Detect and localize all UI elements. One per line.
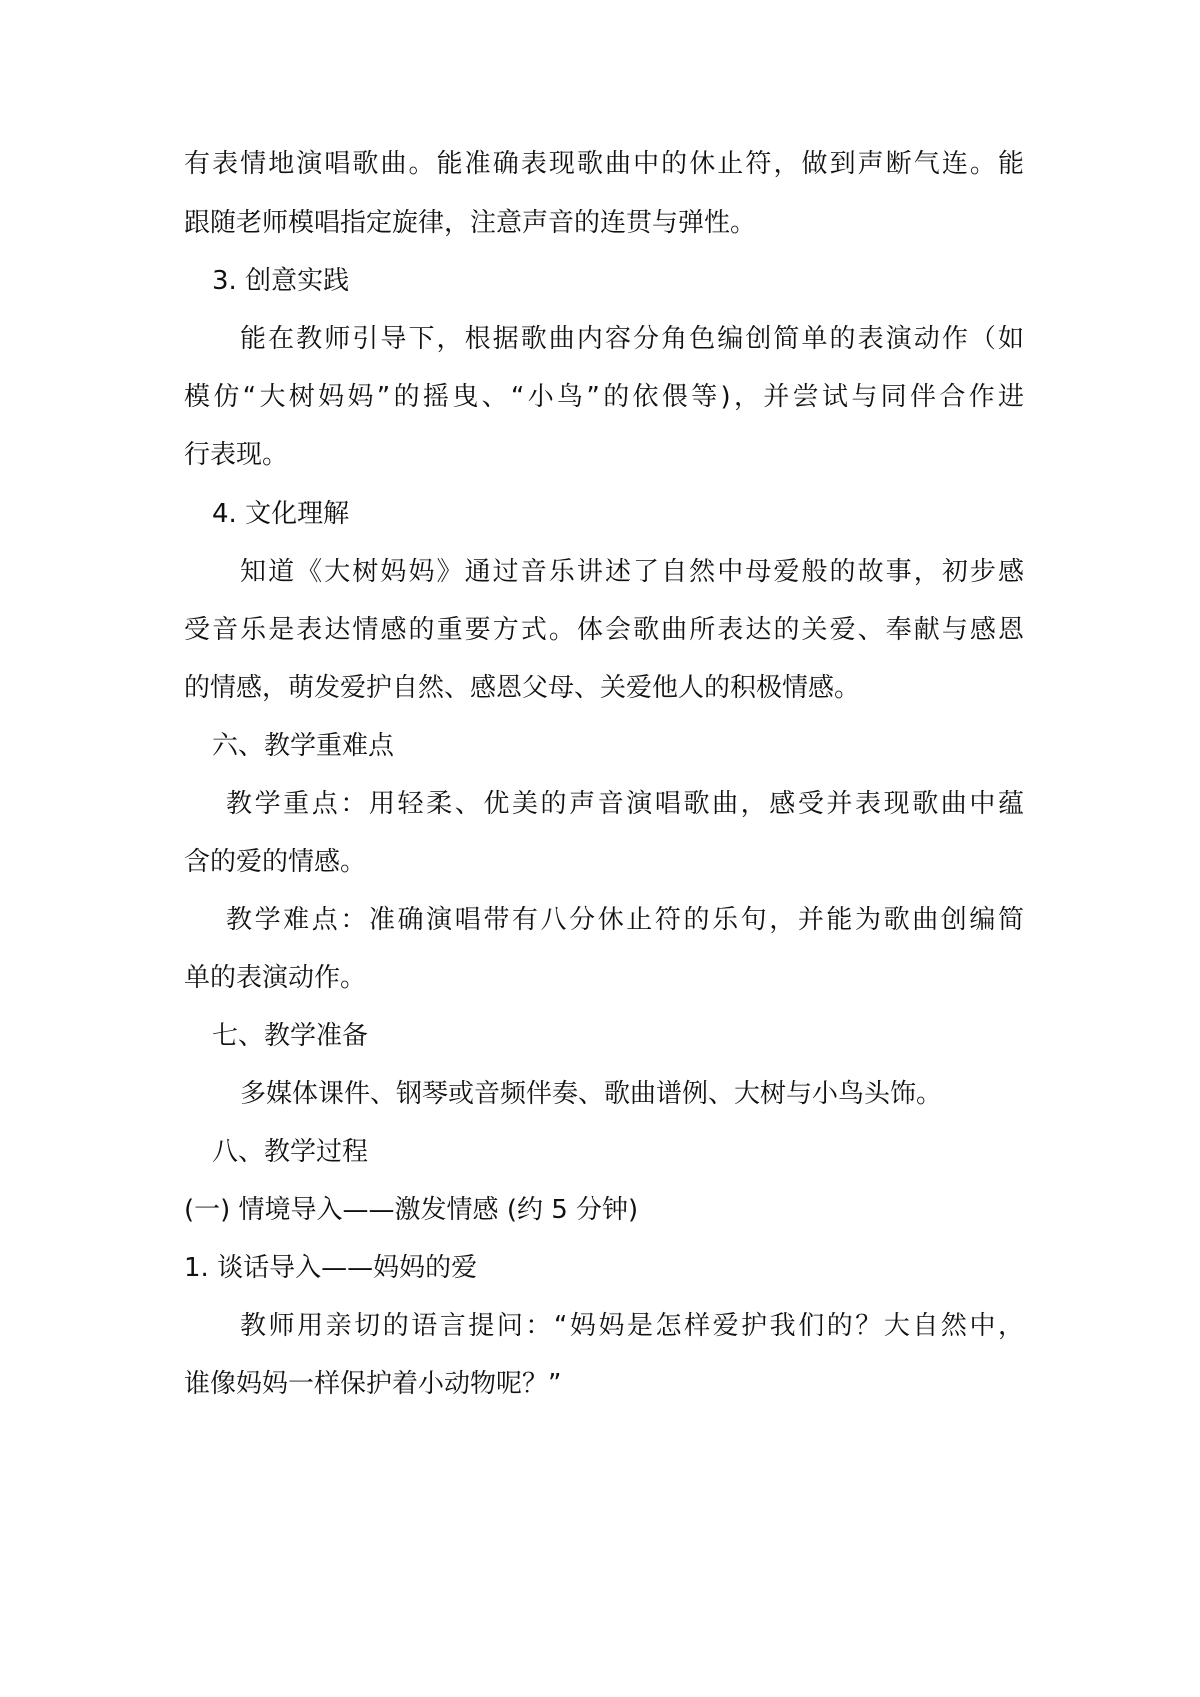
paragraph-line: 谁像妈妈一样保护着小动物呢？” (184, 1369, 562, 1399)
paragraph-line: 行表现。 (184, 440, 289, 470)
paragraph-line: 受音乐是表达情感的重要方式。体会歌曲所表达的关爱、奉献与感恩 (184, 615, 1024, 645)
section-heading: 3. 创意实践 (212, 266, 350, 296)
paragraph-line: 教学重点：用轻柔、优美的声音演唱歌曲，感受并表现歌曲中蕴 (226, 789, 1024, 819)
paragraph-line: 有表情地演唱歌曲。能准确表现歌曲中的休止符，做到声断气连。能 (184, 149, 1024, 179)
section-heading: 七、教学准备 (212, 1021, 369, 1051)
paragraph-line: 教师用亲切的语言提问：“妈妈是怎样爱护我们的？大自然中， (240, 1311, 1024, 1341)
paragraph-line: 多媒体课件、钢琴或音频伴奏、歌曲谱例、大树与小鸟头饰。 (240, 1079, 943, 1109)
section-heading: 六、教学重难点 (212, 731, 395, 761)
paragraph-line: 教学难点：准确演唱带有八分休止符的乐句，并能为歌曲创编简 (226, 905, 1024, 935)
paragraph-line: 能在教师引导下，根据歌曲内容分角色编创简单的表演动作（如 (240, 324, 1024, 354)
paragraph-line: 模仿“大树妈妈”的摇曳、“小鸟”的依偎等)，并尝试与同伴合作进 (184, 382, 1024, 412)
subsection-heading: 1. 谈话导入——妈妈的爱 (184, 1253, 478, 1283)
section-heading: 八、教学过程 (212, 1137, 369, 1167)
paragraph-line: 知道《大树妈妈》通过音乐讲述了自然中母爱般的故事，初步感 (240, 557, 1024, 587)
paragraph-line: 含的爱的情感。 (184, 847, 367, 877)
subsection-heading: (一) 情境导入——激发情感 (约 5 分钟) (184, 1195, 639, 1225)
section-heading: 4. 文化理解 (212, 499, 350, 529)
paragraph-line: 的情感，萌发爱护自然、感恩父母、关爱他人的积极情感。 (184, 673, 861, 703)
paragraph-line: 跟随老师模唱指定旋律，注意声音的连贯与弹性。 (184, 208, 757, 238)
paragraph-line: 单的表演动作。 (184, 963, 367, 993)
